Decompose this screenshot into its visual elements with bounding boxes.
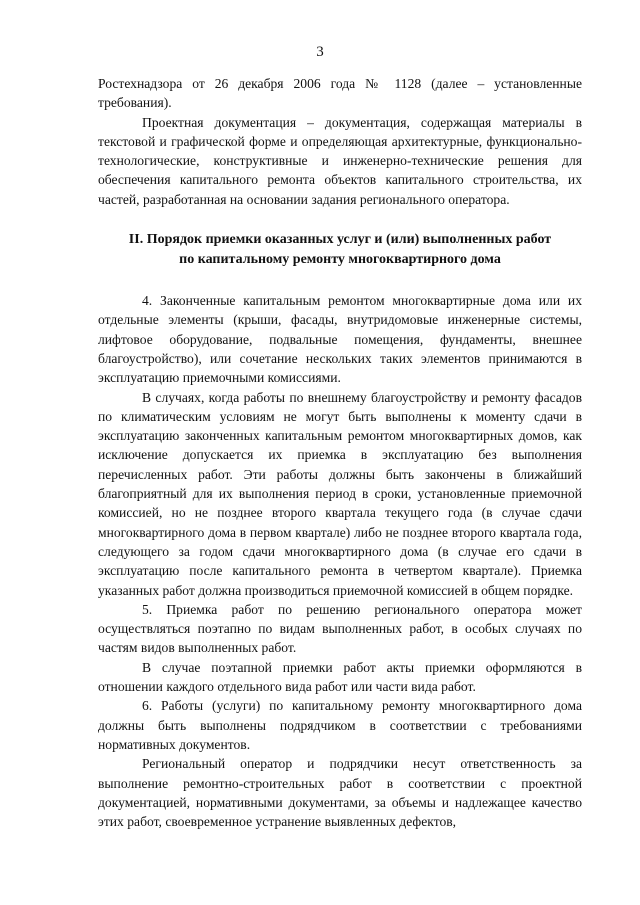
page-number: 3 [316, 44, 324, 60]
section-heading [98, 230, 582, 269]
paragraph: В случае поэтапной приемки работ акты приемки оформляются в отношении каждого отдельного вида работ или части вида работ. [98, 659, 582, 695]
paragraph-definition: Проектная документация – документация, содержащая материалы в текстовой и графической форме и определяющая архитектурные, функционально-технологические, конструктивные и инженерно-технические решения для обеспечения капитального ремонта объектов капитального строительства, их частей, разработанная на основании задания регионального оператора. [98, 114, 582, 207]
section-heading-line: II. Порядок приемки оказанных услуг и (или) выполненных работ [128, 232, 552, 248]
paragraph: 5. Приемка работ по решению регионального оператора может осуществляться поэтапно по видам выполненных работ, в особых случаях по частям видов выполненных работ. [98, 601, 582, 656]
paragraph: 6. Работы (услуги) по капитальному ремонту многоквартирного дома должны быть выполнены подрядчиком в соответствии с требованиями нормативных документов. [98, 698, 582, 752]
paragraph: 4. Законченные капитальным ремонтом многоквартирные дома или их отдельные элементы (крыши, фасады, внутридомовые инженерные системы, лифтовое оборудование, подвальные помещения, фундаменты, внешнее благоустройство), или сочетание нескольких таких элементов принимаются в эксплуатацию приемочными комиссиями. [98, 293, 582, 386]
paragraph-continuation: Ростехнадзора от 26 декабря 2006 года № 1128 (далее – установленные требования). [98, 76, 582, 111]
document-body [98, 74, 582, 831]
paragraph: В случаях, когда работы по внешнему благоустройству и ремонту фасадов по климатическим условиям не могут быть выполнены к моменту сдачи в эксплуатацию законченных капитальным ремонтом многоквартирных домов, как исключение допускается их приемка в эксплуатацию без выполнения перечисленных работ. Эти работы должны быть закончены в ближайший благоприятный для их выполнения период в сроки, установленные приемочной комиссией, но не позднее второго квартала текущего года (в случае сдачи многоквартирного дома в первом квартале) либо не позднее второго квартала года, следующего за годом сдачи многоквартирного дома (в случае его сдачи в эксплуатацию после капитального ремонта в четвертом квартале). Приемка указанных работ должна производиться приемочной комиссией в общем порядке. [98, 389, 582, 598]
section-heading-line: по капитальному ремонту многоквартирного дома [179, 251, 501, 267]
paragraph: Региональный оператор и подрядчики несут ответственность за выполнение ремонтно-строительных работ в соответствии с проектной документацией, нормативными документами, за объемы и надлежащее качество этих работ, своевременное устранение выявленных дефектов, [98, 756, 582, 830]
